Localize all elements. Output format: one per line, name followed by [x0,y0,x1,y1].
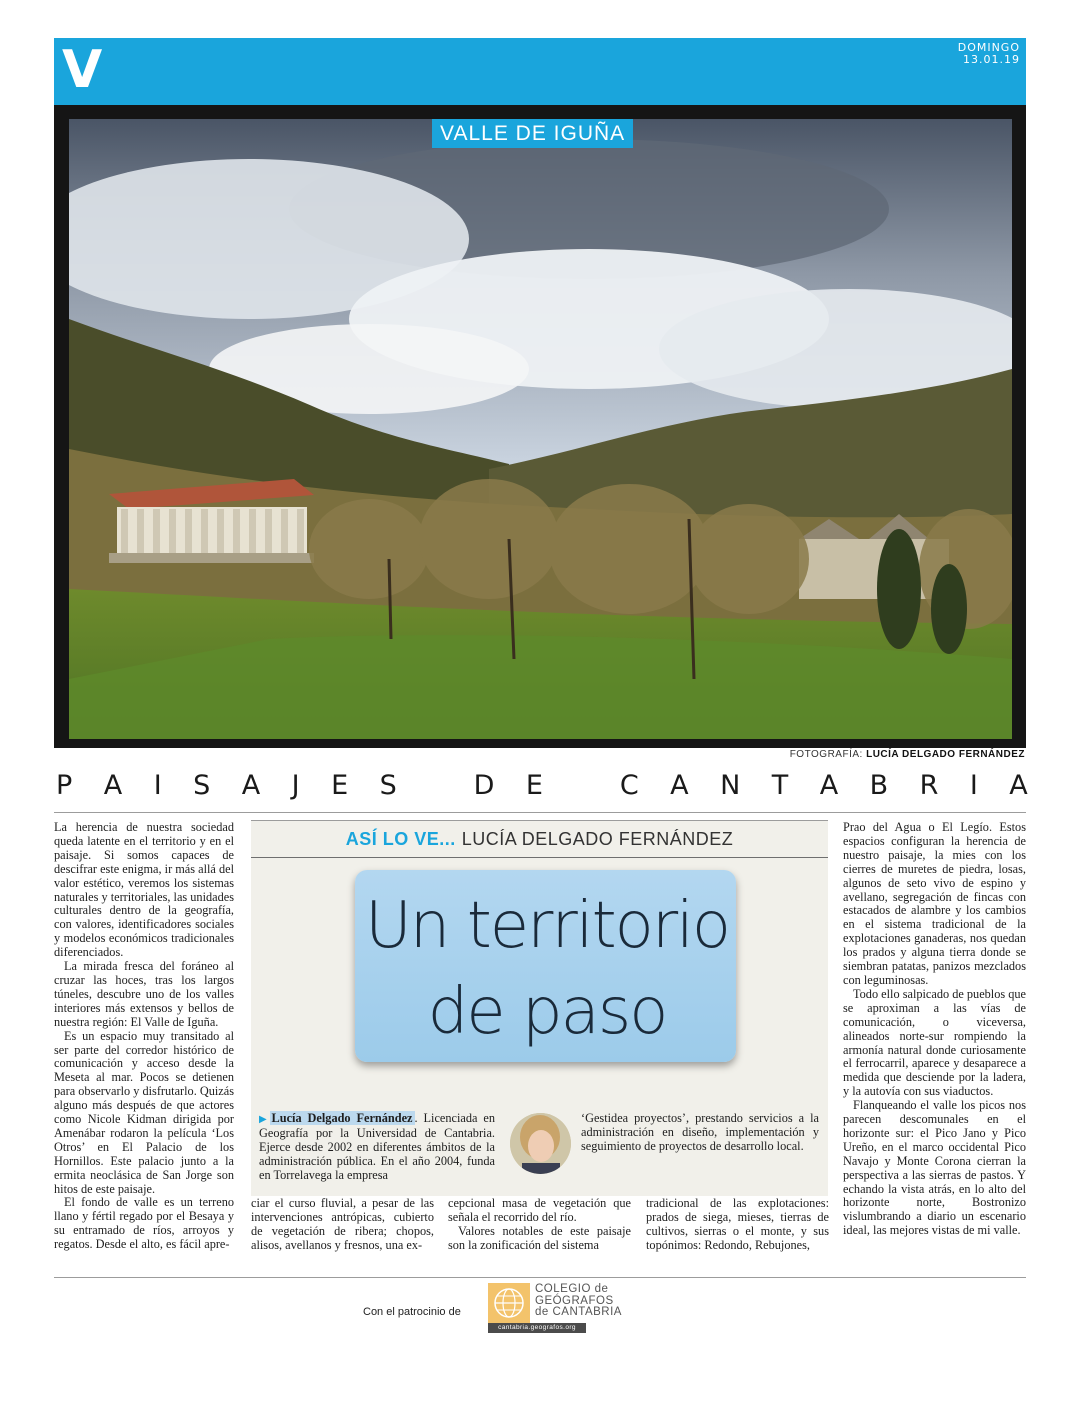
landscape-photo [69,119,1012,739]
section-letter: A [670,770,689,801]
section-letter: C [619,770,639,801]
section-letter: D [473,770,495,801]
section-letter: A [1009,770,1028,801]
headline-line: Un territorio [364,889,730,963]
globe-icon [488,1283,530,1323]
section-letter: A [103,770,123,801]
author-avatar [510,1113,571,1174]
paragraph: tradicional de las explotaciones: prados de siega, mieses, tierras de cultivos, sierras o el monte, y sus topónimos: Redondo, Rebujones, [646,1196,829,1252]
feature-header [251,829,828,850]
section-letter: A [241,770,261,801]
place-tag: VALLE DE IGUÑA [432,119,633,148]
sponsor-name-line: de CANTABRIA [535,1306,622,1318]
feature-author: LUCÍA DELGADO FERNÁNDEZ [461,829,734,849]
divider [54,812,1026,813]
paragraph: Es un espacio muy transitado al ser parte del corredor histórico de comunicación y acceso desde la Meseta al mar. Pocos se detienen para observarlo y disfrutarlo. Quizás alguno más después de que actores como Nicole Kidman dirigida por Amenábar rodaron la película ‘Los Otros’ en El Palacio de los Hornillos. Este palacio junto a la ermita neoclásica de San Jorge son hitos de este paisaje. [54,1028,234,1196]
author-bio-continued: ‘Gestidea proyectos’, prestando servicios a la administración en diseño, implementación y seguimiento de proyectos de desarrollo local. [581,1111,819,1153]
section-title [56,770,1028,808]
bio-text: . Licenciada en Geografía por la Universidad de Cantabria. Ejerce desde 2002 en diferentes ámbitos de la administración pública. En el año 2004, funda en Torrelavega la empresa [259,1111,495,1182]
article-column-3 [448,1197,631,1253]
headline-line: de paso [427,975,667,1049]
author-bio [259,1112,495,1183]
issue-day: DOMINGO [957,41,1020,54]
issue-date [958,42,1020,66]
feature-label: ASÍ LO VE... [345,829,456,849]
divider [251,857,828,858]
section-space [574,770,588,808]
sponsor-name-line: COLEGIO de [535,1283,609,1295]
section-letter: B [869,770,889,801]
feature-box [251,820,828,1196]
paragraph: La mirada fresca del foráneo al cruzar las hoces, tras los largos túneles, descubre uno de los valles interiores más extensos y bellos de nuestra región: El Valle de Iguña. [54,959,234,1029]
sponsor-label: Con el patrocinio de [363,1306,461,1318]
article-column-5 [843,821,1026,1238]
section-letter: S [193,770,211,801]
section-letter: I [969,770,978,801]
globe-graphic [488,1283,530,1323]
paragraph: Valores notables de este paisaje son la zonificación del sistema [448,1223,631,1252]
paragraph: Flanqueando el valle los picos nos parecen descomunales en el horizonte sur: el Pico Jano y Pico Ureño, en el marco occidental Pico Navajo y Monte Corona cierran la perspectiva a las sierras de pastos. Y echando la vista atrás, en lo alto del horizonte norte, Bostronizo vislumbrando a diario un escenario ideal, las mejores vistas de mi valle. [843,1098,1026,1238]
sponsor-url: cantabria.geografos.org [488,1323,586,1333]
sponsor-name-line: GEÓGRAFOS [535,1294,614,1307]
issue-date-value: 13.01.19 [963,53,1020,66]
valley-landscape-illustration [69,119,1012,739]
photo-frame [54,105,1026,748]
paragraph: Prao del Agua o El Legío. Estos espacios configuran la herencia de nuestro paisaje, la mies con los cierres de muretes de piedra, losas, algunos de seto vivo de espino y avellano, segregación de fincas con estacados de alambre y los cambios en el sistema tradicional de la explotaciones ganaderas, nos quedan los prados y alguna tierra donde se siembran patatas, panizos mezclados con leguminosas. [843,820,1026,987]
paragraph: El fondo de valle es un terreno llano y fértil regado por el Besaya y su entramado de ríos, arroyos y regatos. Desde el alto, es fácil apre- [54,1195,234,1252]
divider [54,1277,1026,1278]
section-letter: R [919,770,939,801]
article-column-1 [54,821,234,1252]
photo-credit [790,749,1025,760]
article-column-4 [646,1197,829,1253]
arrow-right-icon: ▶ [259,1114,270,1125]
section-letter: N [720,770,741,801]
sponsor-name [535,1284,622,1319]
paragraph: ciar el curso fluvial, a pesar de las intervenciones antrópicas, cubierto de vegetación de ribera; chopos, alisos, avellanos y fresnos, una ex- [251,1196,434,1252]
headline [347,883,747,1055]
photo-credit-label: FOTOGRAFÍA: [789,749,863,760]
bio-author-name: Lucía Delgado Fernández [271,1111,413,1125]
avatar-portrait [510,1113,571,1174]
article-column-2 [251,1197,434,1253]
section-letter: I [153,770,162,801]
section-space [428,770,442,808]
section-letter: T [771,770,789,801]
section-letter: E [331,770,349,801]
section-letter: A [819,770,839,801]
paragraph: La herencia de nuestra sociedad queda latente en el territorio y en el paisaje. Si somos capaces de descifrar este enigma, ir más allá del valor estético, veremos los sistemas naturales y territoriales, las unidades culturales dentro de la geografía, con valores, identificadores sociales y modelos económicos tradicionales diferenciados. [54,820,234,960]
photo-credit-name: LUCÍA DELGADO FERNÁNDEZ [866,749,1025,760]
section-letter: J [291,770,300,801]
paragraph: Todo ello salpicado de pueblos que se aproximan a las vías de comunicación, o viceversa, alineados norte-sur rompiendo la armonía natural donde curiosamente el ferrocarril, aparece y desaparece a medida que desciende por la ladera, y la autovía con sus viaductos. [843,986,1026,1099]
paragraph: cepcional masa de vegetación que señala el recorrido del río. [448,1196,631,1224]
section-letter: E [525,770,543,801]
section-letter: S [379,770,397,801]
masthead-bar [54,38,1026,105]
section-letter: P [56,770,73,801]
section-logo: V [62,40,103,100]
